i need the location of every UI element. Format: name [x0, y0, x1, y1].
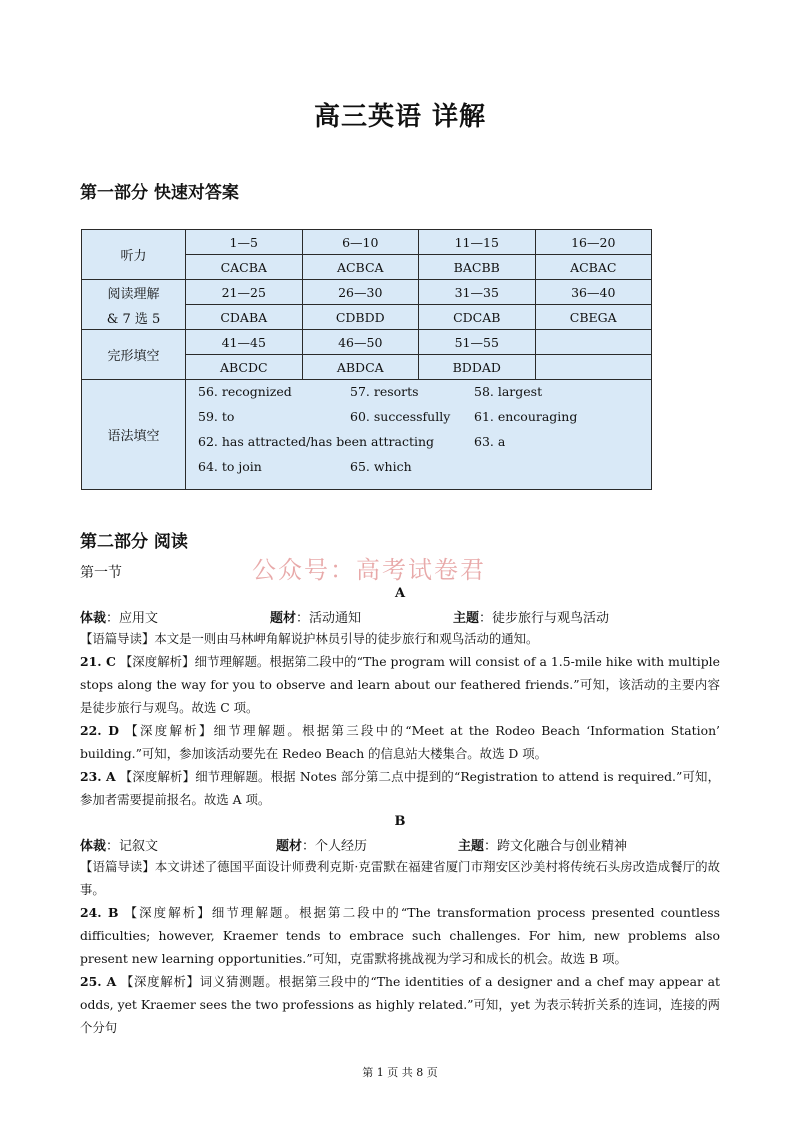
part1-heading: 第一部分 快速对答案: [80, 183, 239, 203]
theme-label: 主题: [458, 839, 485, 854]
question-number: 24. B: [80, 905, 119, 920]
genre-field: [80, 835, 158, 854]
reading-label-line1: 阅读理解: [107, 286, 160, 302]
question-number: 21. C: [80, 654, 116, 669]
question-explanation: 【深度解析】细节理解题。根据 Notes 部分第二点中提到的“Registration to attend is required.”可知，参加者需要提前报名。故选 A 项。: [80, 769, 721, 807]
genre-value: ：应用文: [106, 611, 159, 626]
answer-cell: CDABA: [186, 305, 303, 330]
cloze-label: 完形填空: [82, 330, 186, 380]
question-number: 23. A: [80, 769, 116, 784]
topic-field: [270, 607, 361, 626]
grammar-answers: [186, 380, 652, 490]
question-number: 25. A: [80, 974, 117, 989]
answer-cell: CBEGA: [535, 305, 652, 330]
range-cell: 16—20: [535, 230, 652, 255]
grammar-item: 60. successfully: [350, 409, 451, 424]
answer-cell: ABDCA: [302, 355, 419, 380]
topic-label: 题材: [270, 611, 297, 626]
listening-range-row: [82, 230, 652, 255]
range-cell: 36—40: [535, 280, 652, 305]
question-24: [80, 901, 720, 970]
cloze-range-row: [82, 330, 652, 355]
grammar-item: 61. encouraging: [474, 409, 578, 424]
question-explanation: 【深度解析】词义猜测题。根据第三段中的“The identities of a designer and a chef may appear at odds, yet Kraemer sees the two professions as highly related.”可知，yet 为表示转折关系的连词，连接的两个分句: [80, 974, 720, 1035]
answer-cell: CDCAB: [419, 305, 536, 330]
grammar-item: 63. a: [474, 434, 506, 449]
range-cell: 46—50: [302, 330, 419, 355]
topic-field: [276, 835, 367, 854]
theme-field: [453, 607, 609, 626]
passage-letter-a: A: [394, 586, 406, 601]
range-cell: 1—5: [186, 230, 303, 255]
range-cell: 26—30: [302, 280, 419, 305]
subsection-title: 第一节: [80, 565, 122, 581]
passage-letter-b: B: [394, 814, 406, 829]
grammar-item: 57. resorts: [350, 384, 419, 399]
question-explanation: 【深度解析】细节理解题。根据第二段中的“The transformation process presented countless difficulties; however, Kraemer tends to embrace such challenges. For him, new problems also present new learning opportunities.”可知，克雷默将挑战视为学习和成长的机会。故选 B 项。: [80, 905, 720, 966]
passage-b-intro: 【语篇导读】本文讲述了德国平面设计师费利克斯·克雷默在福建省厦门市翔安区沙美村将传统石头房改造成餐厅的故事。: [80, 859, 720, 897]
theme-field: [458, 835, 627, 854]
answer-cell: ACBCA: [302, 255, 419, 280]
page-title: 高三英语 详解: [313, 102, 487, 132]
answer-cell: ABCDC: [186, 355, 303, 380]
range-cell: 41—45: [186, 330, 303, 355]
topic-value: ：个人经历: [302, 839, 368, 854]
reading-label: [82, 280, 186, 330]
range-cell: 6—10: [302, 230, 419, 255]
grammar-item: 64. to join: [198, 459, 262, 474]
answer-cell: ACBAC: [535, 255, 652, 280]
question-22: [80, 719, 720, 765]
answer-cell: BACBB: [419, 255, 536, 280]
genre-value: ：记叙文: [106, 839, 159, 854]
part2-heading: 第二部分 阅读: [80, 532, 188, 552]
genre-label: 体裁: [80, 611, 107, 626]
reading-label-line2: & 7 选 5: [106, 311, 161, 327]
answer-cell: BDDAD: [419, 355, 536, 380]
answer-cell: CACBA: [186, 255, 303, 280]
watermark: 公众号：高考试卷君: [252, 556, 486, 584]
page-footer: 第 1 页 共 8 页: [362, 1066, 438, 1079]
question-21: [80, 650, 720, 719]
listening-label: 听力: [82, 230, 186, 280]
theme-value: ：徒步旅行与观鸟活动: [479, 611, 610, 626]
question-explanation: 【深度解析】细节理解题。根据第二段中的“The program will consist of a 1.5-mile hike with multiple stops along the way for you to observe and learn about our feathered friends.”可知，该活动的主要内容是徒步旅行与观鸟。故选 C 项。: [80, 654, 720, 715]
empty-cell: [535, 355, 652, 380]
range-cell: 11—15: [419, 230, 536, 255]
grammar-item: 65. which: [350, 459, 412, 474]
question-number: 22. D: [80, 723, 119, 738]
grammar-row: [82, 380, 652, 490]
answer-table: [81, 229, 652, 490]
genre-label: 体裁: [80, 839, 107, 854]
range-cell: 21—25: [186, 280, 303, 305]
question-23: [80, 765, 720, 811]
theme-value: ：跨文化融合与创业精神: [484, 839, 628, 854]
question-explanation: 【深度解析】细节理解题。根据第三段中的“Meet at the Rodeo Beach ‘Information Station’ building.”可知，参加该活动要先在 Redeo Beach 的信息站大楼集合。故选 D 项。: [80, 723, 720, 761]
theme-label: 主题: [453, 611, 480, 626]
passage-a-intro: 【语篇导读】本文是一则由马林岬角解说护林员引导的徒步旅行和观鸟活动的通知。: [80, 631, 539, 646]
grammar-item: 59. to: [198, 409, 235, 424]
answer-cell: CDBDD: [302, 305, 419, 330]
grammar-item: 62. has attracted/has been attracting: [198, 434, 435, 449]
grammar-label: 语法填空: [82, 380, 186, 490]
range-cell: 51—55: [419, 330, 536, 355]
empty-cell: [535, 330, 652, 355]
question-25: [80, 970, 720, 1039]
topic-value: ：活动通知: [296, 611, 362, 626]
genre-field: [80, 607, 158, 626]
reading-range-row: [82, 280, 652, 305]
grammar-item: 58. largest: [474, 384, 543, 399]
topic-label: 题材: [276, 839, 303, 854]
range-cell: 31—35: [419, 280, 536, 305]
grammar-item: 56. recognized: [198, 384, 292, 399]
